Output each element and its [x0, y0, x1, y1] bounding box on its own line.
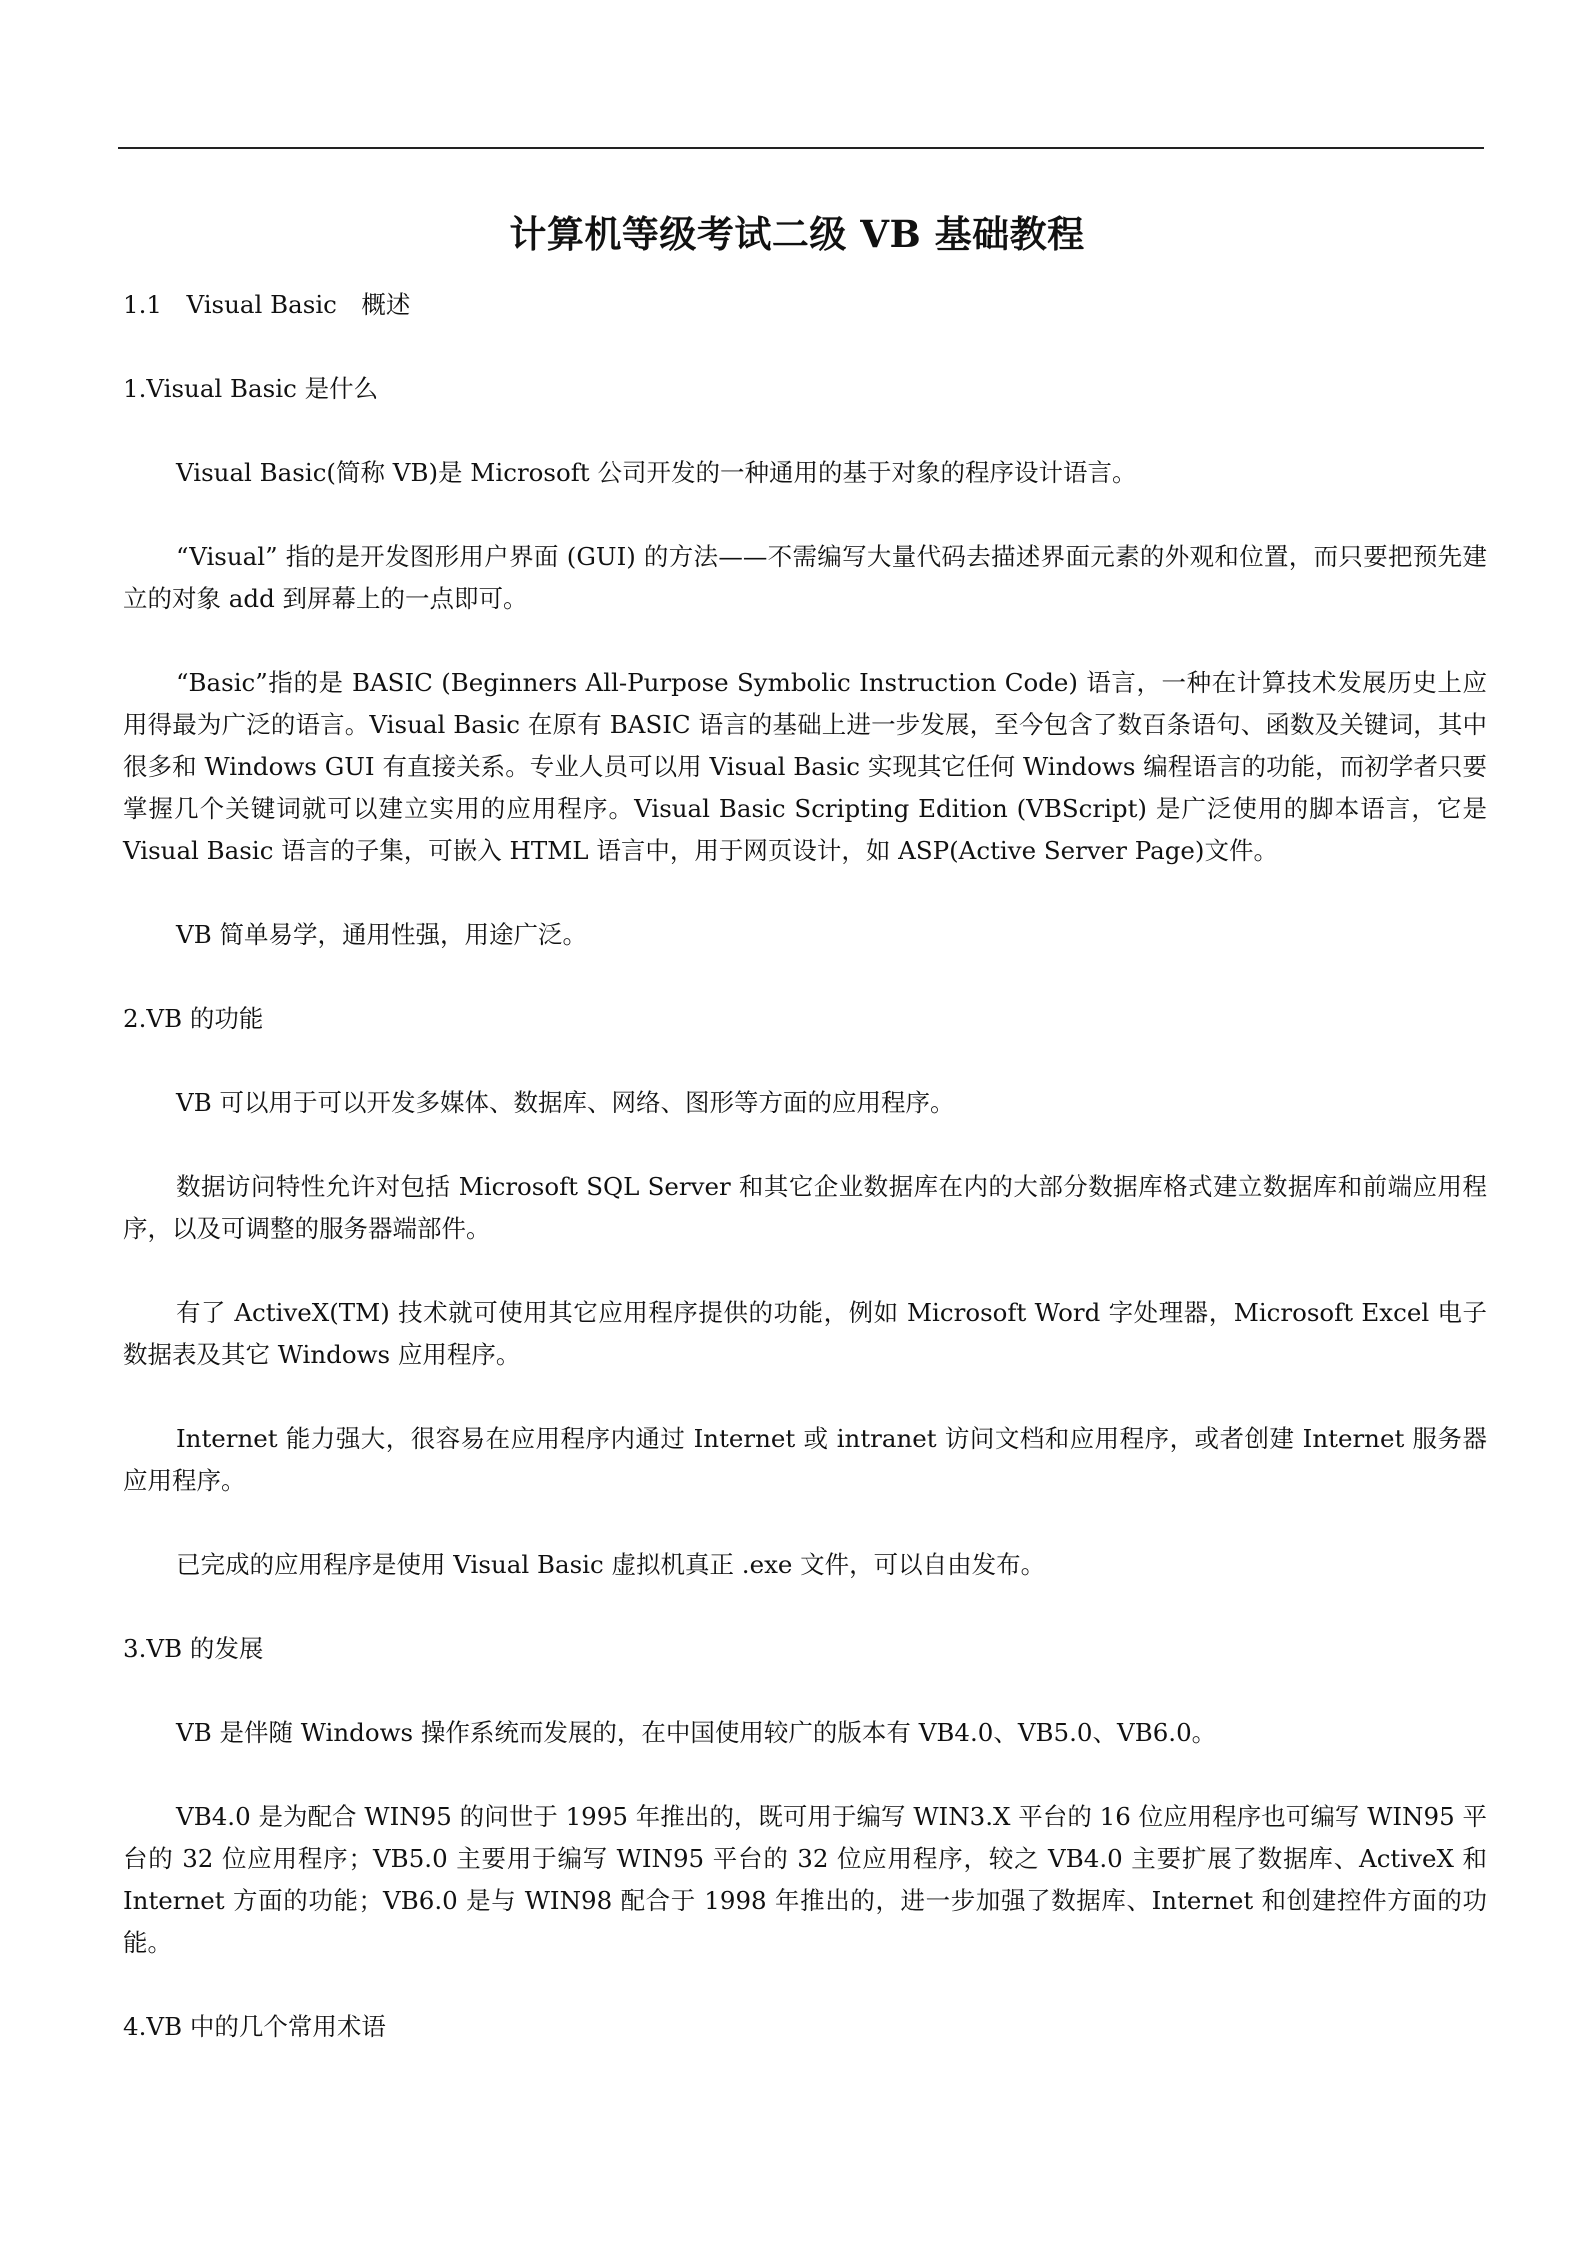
- subsection-2-heading: 2.VB 的功能: [123, 1004, 264, 1033]
- subsection-3-heading: 3.VB 的发展: [123, 1634, 264, 1663]
- paragraph: 有了 ActiveX(TM) 技术就可使用其它应用程序提供的功能，例如 Microsoft Word 字处理器，Microsoft Excel 电子数据表及其它 Windows 应用程序。: [123, 1298, 1487, 1369]
- paragraph: Visual Basic(简称 VB)是 Microsoft 公司开发的一种通用的基于对象的程序设计语言。: [176, 458, 1137, 487]
- paragraph: VB 简单易学，通用性强，用途广泛。: [176, 920, 587, 949]
- paragraph: Internet 能力强大，很容易在应用程序内通过 Internet 或 intranet 访问文档和应用程序，或者创建 Internet 服务器应用程序。: [123, 1424, 1487, 1495]
- subsection-1-heading: 1.Visual Basic 是什么: [123, 374, 379, 403]
- paragraph: VB 可以用于可以开发多媒体、数据库、网络、图形等方面的应用程序。: [176, 1088, 955, 1117]
- document-title: 计算机等级考试二级 VB 基础教程: [509, 212, 1085, 256]
- paragraph: VB 是伴随 Windows 操作系统而发展的，在中国使用较广的版本有 VB4.0、VB5.0、VB6.0。: [176, 1718, 1217, 1747]
- paragraph: “Visual” 指的是开发图形用户界面 (GUI) 的方法——不需编写大量代码去描述界面元素的外观和位置，而只要把预先建立的对象 add 到屏幕上的一点即可。: [123, 542, 1487, 613]
- header-rule: [118, 147, 1484, 149]
- paragraph: 数据访问特性允许对包括 Microsoft SQL Server 和其它企业数据库在内的大部分数据库格式建立数据库和前端应用程序，以及可调整的服务器端部件。: [123, 1172, 1487, 1243]
- paragraph: “Basic”指的是 BASIC (Beginners All-Purpose Symbolic Instruction Code) 语言，一种在计算技术发展历史上应用得最为广泛的语言。Visual Basic 在原有 BASIC 语言的基础上进一步发展，至今包含了数百条语句、函数及关键词，其中很多和 Windows GUI 有直接关系。专业人员可以用 Visual Basic 实现其它任何 Windows 编程语言的功能，而初学者只要掌握几个关键词就可以建立实用的应用程序。Visual Basic Scripting Edition (VBScript) 是广泛使用的脚本语言，它是 Visual Basic 语言的子集，可嵌入 HTML 语言中，用于网页设计，如 ASP(Active Server Page)文件。: [123, 668, 1487, 865]
- paragraph: VB4.0 是为配合 WIN95 的问世于 1995 年推出的，既可用于编写 WIN3.X 平台的 16 位应用程序也可编写 WIN95 平台的 32 位应用程序；VB5.0 主要用于编写 WIN95 平台的 32 位应用程序，较之 VB4.0 主要扩展了数据库、ActiveX 和 Internet 方面的功能；VB6.0 是与 WIN98 配合于 1998 年推出的，进一步加强了数据库、Internet 和创建控件方面的功能。: [123, 1802, 1487, 1957]
- subsection-4-heading: 4.VB 中的几个常用术语: [123, 2012, 386, 2041]
- document-body: [123, 284, 1487, 2090]
- section-heading: 1.1 Visual Basic 概述: [123, 290, 411, 319]
- paragraph: 已完成的应用程序是使用 Visual Basic 虚拟机真正 .exe 文件，可以自由发布。: [176, 1550, 1046, 1579]
